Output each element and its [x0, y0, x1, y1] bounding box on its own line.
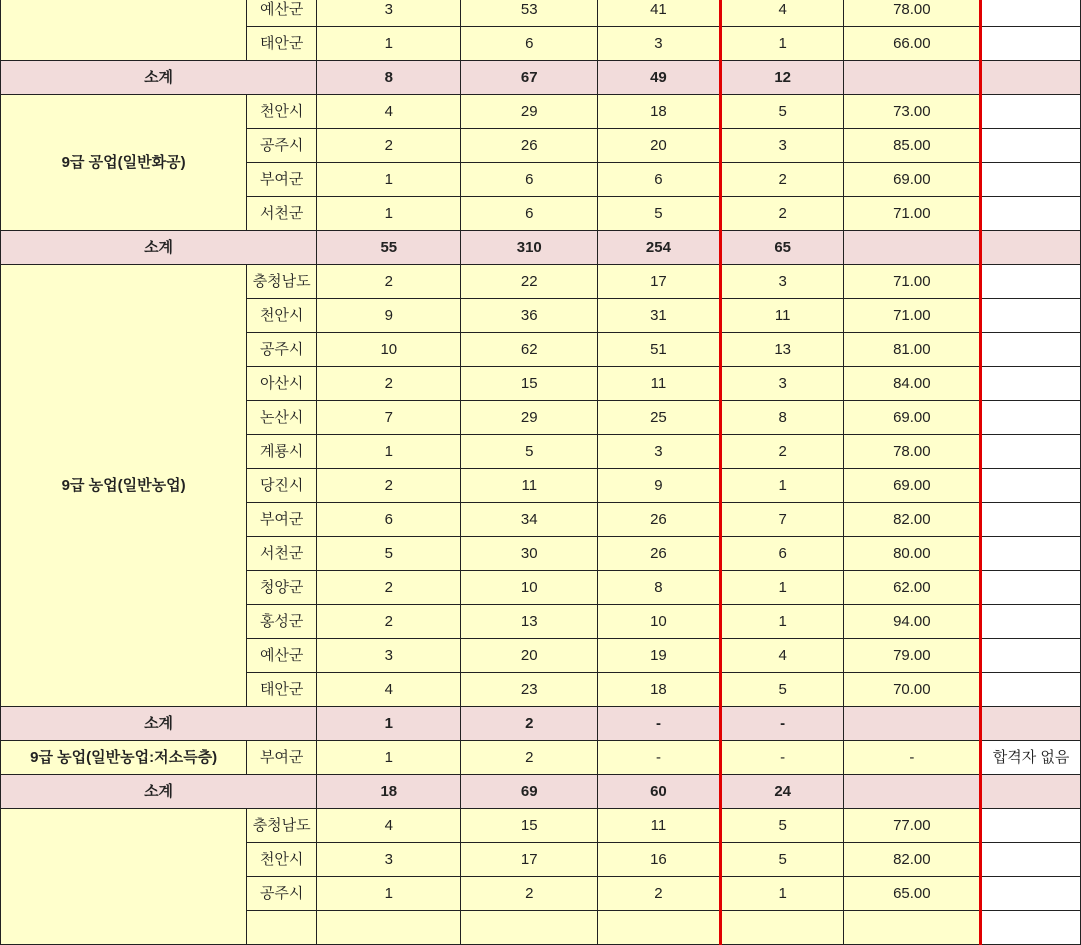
- recruit-count-cell: [317, 911, 461, 945]
- cutoff-score-cell: 94.00: [844, 605, 981, 639]
- pass-count-cell: 6: [720, 537, 844, 571]
- region-cell: [247, 911, 317, 945]
- note-cell: [981, 0, 1081, 27]
- note-cell: [981, 605, 1081, 639]
- note-cell: [981, 163, 1081, 197]
- pass-count-cell: -: [720, 741, 844, 775]
- region-cell: 서천군: [247, 197, 317, 231]
- cutoff-score-cell: 82.00: [844, 503, 981, 537]
- region-cell: 천안시: [247, 299, 317, 333]
- cutoff-score-cell: 69.00: [844, 401, 981, 435]
- region-cell: 태안군: [247, 673, 317, 707]
- region-cell: 청양군: [247, 571, 317, 605]
- note-cell: [981, 129, 1081, 163]
- recruit-count-cell: 3: [317, 639, 461, 673]
- cutoff-score-cell: 65.00: [844, 877, 981, 911]
- pass-count-cell: 5: [720, 843, 844, 877]
- note-cell: [981, 197, 1081, 231]
- recruit-count-cell: 5: [317, 537, 461, 571]
- cutoff-score-cell: 71.00: [844, 265, 981, 299]
- applicant-count-cell: 17: [461, 843, 598, 877]
- recruit-count-cell: 1: [317, 163, 461, 197]
- note-cell: [981, 503, 1081, 537]
- pass-count-cell: 7: [720, 503, 844, 537]
- tested-count-cell: 20: [598, 129, 721, 163]
- pass-count-cell: 3: [720, 367, 844, 401]
- tested-count-cell: 5: [598, 197, 721, 231]
- subtotal-tested-count: 49: [598, 61, 721, 95]
- results-table-body: [1, 0, 1081, 945]
- cutoff-score-cell: 70.00: [844, 673, 981, 707]
- tested-count-cell: -: [598, 741, 721, 775]
- applicant-count-cell: 62: [461, 333, 598, 367]
- cutoff-score-cell: 71.00: [844, 197, 981, 231]
- category-cell: [1, 809, 247, 945]
- applicant-count-cell: 10: [461, 571, 598, 605]
- subtotal-row: [1, 61, 1081, 95]
- applicant-count-cell: 26: [461, 129, 598, 163]
- recruit-count-cell: 2: [317, 469, 461, 503]
- subtotal-recruit-count: 8: [317, 61, 461, 95]
- tested-count-cell: 3: [598, 27, 721, 61]
- recruit-count-cell: 2: [317, 265, 461, 299]
- tested-count-cell: [598, 911, 721, 945]
- subtotal-recruit-count: 55: [317, 231, 461, 265]
- cutoff-score-cell: 69.00: [844, 469, 981, 503]
- table-row: [1, 809, 1081, 843]
- cutoff-score-cell: 69.00: [844, 163, 981, 197]
- pass-count-cell: 3: [720, 265, 844, 299]
- tested-count-cell: 17: [598, 265, 721, 299]
- applicant-count-cell: 23: [461, 673, 598, 707]
- note-cell: [981, 27, 1081, 61]
- region-cell: 부여군: [247, 741, 317, 775]
- category-cell: 9급 농업(일반농업:저소득층): [1, 741, 247, 775]
- region-cell: 공주시: [247, 877, 317, 911]
- pass-count-cell: 11: [720, 299, 844, 333]
- region-cell: 충청남도: [247, 265, 317, 299]
- subtotal-tested-count: 254: [598, 231, 721, 265]
- applicant-count-cell: 20: [461, 639, 598, 673]
- note-cell: [981, 537, 1081, 571]
- subtotal-label: 소계: [1, 707, 317, 741]
- subtotal-label: 소계: [1, 231, 317, 265]
- tested-count-cell: 9: [598, 469, 721, 503]
- cutoff-score-cell: 81.00: [844, 333, 981, 367]
- cutoff-score-cell: [844, 911, 981, 945]
- cutoff-score-cell: 78.00: [844, 0, 981, 27]
- pass-count-cell: 2: [720, 163, 844, 197]
- note-cell: [981, 367, 1081, 401]
- subtotal-applicant-count: 69: [461, 775, 598, 809]
- subtotal-tested-count: -: [598, 707, 721, 741]
- pass-count-cell: 1: [720, 469, 844, 503]
- note-cell: [981, 61, 1081, 95]
- region-cell: 홍성군: [247, 605, 317, 639]
- tested-count-cell: 31: [598, 299, 721, 333]
- applicant-count-cell: 30: [461, 537, 598, 571]
- tested-count-cell: 6: [598, 163, 721, 197]
- tested-count-cell: 10: [598, 605, 721, 639]
- cutoff-score-cell: 71.00: [844, 299, 981, 333]
- subtotal-cutoff-score: [844, 707, 981, 741]
- region-cell: 아산시: [247, 367, 317, 401]
- recruit-count-cell: 1: [317, 877, 461, 911]
- recruit-count-cell: 3: [317, 0, 461, 27]
- recruit-count-cell: 6: [317, 503, 461, 537]
- pass-count-cell: 5: [720, 809, 844, 843]
- applicant-count-cell: 29: [461, 401, 598, 435]
- cutoff-score-cell: 73.00: [844, 95, 981, 129]
- subtotal-cutoff-score: [844, 231, 981, 265]
- note-cell: [981, 911, 1081, 945]
- cutoff-score-cell: 85.00: [844, 129, 981, 163]
- cutoff-score-cell: 78.00: [844, 435, 981, 469]
- pass-count-cell: [720, 911, 844, 945]
- note-cell: [981, 639, 1081, 673]
- table-row: [1, 95, 1081, 129]
- subtotal-recruit-count: 18: [317, 775, 461, 809]
- recruit-count-cell: 10: [317, 333, 461, 367]
- region-cell: 공주시: [247, 333, 317, 367]
- note-cell: [981, 95, 1081, 129]
- applicant-count-cell: 34: [461, 503, 598, 537]
- tested-count-cell: 2: [598, 877, 721, 911]
- region-cell: 천안시: [247, 95, 317, 129]
- cutoff-score-cell: 66.00: [844, 27, 981, 61]
- note-cell: [981, 843, 1081, 877]
- applicant-count-cell: 36: [461, 299, 598, 333]
- applicant-count-cell: 29: [461, 95, 598, 129]
- region-cell: 논산시: [247, 401, 317, 435]
- category-cell: 9급 농업(일반농업): [1, 265, 247, 707]
- pass-count-cell: 4: [720, 0, 844, 27]
- subtotal-label: 소계: [1, 61, 317, 95]
- region-cell: 서천군: [247, 537, 317, 571]
- pass-count-cell: 2: [720, 197, 844, 231]
- applicant-count-cell: 6: [461, 27, 598, 61]
- pass-count-cell: 5: [720, 673, 844, 707]
- applicant-count-cell: 13: [461, 605, 598, 639]
- cutoff-score-cell: 82.00: [844, 843, 981, 877]
- pass-count-cell: 3: [720, 129, 844, 163]
- applicant-count-cell: 22: [461, 265, 598, 299]
- subtotal-tested-count: 60: [598, 775, 721, 809]
- region-cell: 부여군: [247, 163, 317, 197]
- subtotal-label: 소계: [1, 775, 317, 809]
- cutoff-score-cell: 84.00: [844, 367, 981, 401]
- note-cell: [981, 401, 1081, 435]
- recruit-count-cell: 2: [317, 605, 461, 639]
- recruit-count-cell: 9: [317, 299, 461, 333]
- region-cell: 공주시: [247, 129, 317, 163]
- tested-count-cell: 26: [598, 537, 721, 571]
- pass-count-cell: 4: [720, 639, 844, 673]
- applicant-count-cell: 6: [461, 163, 598, 197]
- subtotal-recruit-count: 1: [317, 707, 461, 741]
- applicant-count-cell: 15: [461, 809, 598, 843]
- applicant-count-cell: 11: [461, 469, 598, 503]
- cutoff-score-cell: 77.00: [844, 809, 981, 843]
- subtotal-row: [1, 775, 1081, 809]
- applicant-count-cell: 5: [461, 435, 598, 469]
- tested-count-cell: 16: [598, 843, 721, 877]
- pass-count-cell: 1: [720, 877, 844, 911]
- pass-count-cell: 5: [720, 95, 844, 129]
- recruit-count-cell: 1: [317, 197, 461, 231]
- recruit-count-cell: 2: [317, 571, 461, 605]
- subtotal-applicant-count: 67: [461, 61, 598, 95]
- pass-count-cell: 1: [720, 605, 844, 639]
- note-cell: [981, 571, 1081, 605]
- applicant-count-cell: 15: [461, 367, 598, 401]
- subtotal-pass-count: 65: [720, 231, 844, 265]
- recruit-count-cell: 1: [317, 435, 461, 469]
- pass-count-cell: 1: [720, 571, 844, 605]
- note-cell: [981, 673, 1081, 707]
- tested-count-cell: 18: [598, 95, 721, 129]
- note-cell: [981, 265, 1081, 299]
- note-cell: [981, 775, 1081, 809]
- tested-count-cell: 41: [598, 0, 721, 27]
- applicant-count-cell: 6: [461, 197, 598, 231]
- subtotal-applicant-count: 310: [461, 231, 598, 265]
- pass-count-cell: 1: [720, 27, 844, 61]
- table-row: [1, 0, 1081, 27]
- note-cell: [981, 299, 1081, 333]
- pass-count-cell: 13: [720, 333, 844, 367]
- tested-count-cell: 8: [598, 571, 721, 605]
- pass-count-cell: 2: [720, 435, 844, 469]
- table-row: [1, 741, 1081, 775]
- region-cell: 천안시: [247, 843, 317, 877]
- recruit-count-cell: 2: [317, 367, 461, 401]
- region-cell: 부여군: [247, 503, 317, 537]
- pass-count-cell: 8: [720, 401, 844, 435]
- recruit-count-cell: 4: [317, 673, 461, 707]
- note-cell: [981, 231, 1081, 265]
- recruit-count-cell: 4: [317, 95, 461, 129]
- subtotal-row: [1, 707, 1081, 741]
- tested-count-cell: 19: [598, 639, 721, 673]
- subtotal-row: [1, 231, 1081, 265]
- recruit-count-cell: 2: [317, 129, 461, 163]
- note-cell: [981, 877, 1081, 911]
- applicant-count-cell: [461, 911, 598, 945]
- tested-count-cell: 3: [598, 435, 721, 469]
- tested-count-cell: 11: [598, 367, 721, 401]
- subtotal-pass-count: 12: [720, 61, 844, 95]
- region-cell: 예산군: [247, 0, 317, 27]
- tested-count-cell: 25: [598, 401, 721, 435]
- region-cell: 태안군: [247, 27, 317, 61]
- applicant-count-cell: 2: [461, 877, 598, 911]
- region-cell: 당진시: [247, 469, 317, 503]
- cutoff-score-cell: -: [844, 741, 981, 775]
- table-row: [1, 265, 1081, 299]
- region-cell: 예산군: [247, 639, 317, 673]
- note-cell: [981, 707, 1081, 741]
- recruit-count-cell: 7: [317, 401, 461, 435]
- subtotal-cutoff-score: [844, 775, 981, 809]
- applicant-count-cell: 53: [461, 0, 598, 27]
- subtotal-pass-count: -: [720, 707, 844, 741]
- recruit-count-cell: 4: [317, 809, 461, 843]
- note-cell: [981, 333, 1081, 367]
- recruit-count-cell: 1: [317, 741, 461, 775]
- subtotal-pass-count: 24: [720, 775, 844, 809]
- note-cell: [981, 469, 1081, 503]
- region-cell: 계룡시: [247, 435, 317, 469]
- category-cell: 9급 공업(일반화공): [1, 95, 247, 231]
- category-cell: [1, 0, 247, 61]
- region-cell: 충청남도: [247, 809, 317, 843]
- recruit-count-cell: 3: [317, 843, 461, 877]
- subtotal-cutoff-score: [844, 61, 981, 95]
- note-cell: [981, 809, 1081, 843]
- cutoff-score-cell: 80.00: [844, 537, 981, 571]
- cutoff-score-cell: 62.00: [844, 571, 981, 605]
- tested-count-cell: 51: [598, 333, 721, 367]
- note-cell: [981, 435, 1081, 469]
- cutoff-score-cell: 79.00: [844, 639, 981, 673]
- tested-count-cell: 18: [598, 673, 721, 707]
- note-cell: 합격자 없음: [981, 741, 1081, 775]
- applicant-count-cell: 2: [461, 741, 598, 775]
- subtotal-applicant-count: 2: [461, 707, 598, 741]
- recruit-count-cell: 1: [317, 27, 461, 61]
- tested-count-cell: 11: [598, 809, 721, 843]
- tested-count-cell: 26: [598, 503, 721, 537]
